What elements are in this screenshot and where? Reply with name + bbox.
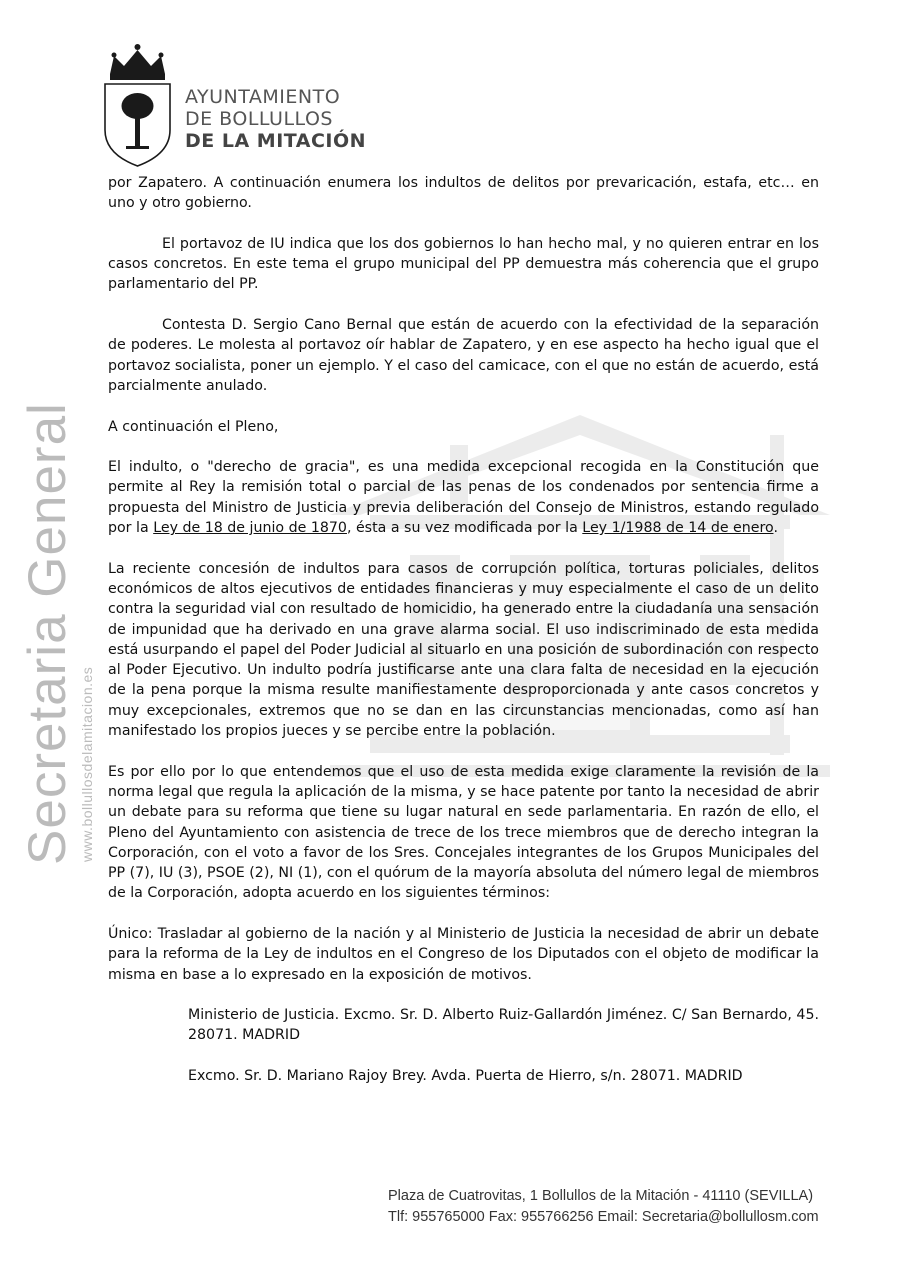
address-president: Excmo. Sr. D. Mariano Rajoy Brey. Avda. Puerta de Hierro, s/n. 28071. MADRID xyxy=(188,1068,743,1085)
address-ministry: Ministerio de Justicia. Excmo. Sr. D. Alberto Ruiz-Gallardón Jiménez. C/ San Bernardo, 45. 28071. MADRID xyxy=(188,1007,819,1044)
paragraph-6: La reciente concesión de indultos para casos de corrupción política, torturas policiales, delitos económicos de altos ejecutivos de entidades financieras y muy especialmente el caso de un delito contra la seguridad vial con resultado de homicidio, ha generado entre la ciudadanía una sensación de impunidad que ha derivado en una grave alarma social. El uso indiscriminado de esta medida está usurpando el papel del Poder Judicial al situarlo en una posición de subordinación con respecto al Poder Ejecutivo. Un indulto podría justificarse ante una clara falta de necesidad en la ejecución de la pena porque la misma resulte manifiestamente desproporcionada y ante casos concretos y muy excepcionales, extremos que no se dan en las circunstancias mencionadas, como así han manifestado los propios jueces y se percibe entre la población. xyxy=(108,560,819,740)
footer-phone-email: Tlf: 955765000 Fax: 955766256 Email: Secretaria@bollullosm.com xyxy=(388,1209,819,1225)
paragraph-5-text-c: . xyxy=(773,520,778,537)
paragraph-3: Contesta D. Sergio Cano Bernal que están de acuerdo con la efectividad de la separación de poderes. Le molesta al portavoz oír hablar de Zapatero, y en ese aspecto ha hecho igual que el portavoz socialista, poner un ejemplo. Y el caso del camicace, con el que no están de acuerdo, está parcialmente anulado. xyxy=(108,317,819,394)
law-1870-link[interactable]: Ley de 18 de junio de 1870 xyxy=(153,520,347,537)
law-1988-link[interactable]: Ley 1/1988 de 14 de enero xyxy=(582,520,774,537)
footer-contact xyxy=(388,1186,828,1228)
website-url: www.bollullosdelamitacion.es xyxy=(79,666,95,862)
paragraph-1: por Zapatero. A continuación enumera los indultos de delitos por prevaricación, estafa, etc… en uno y otro gobierno. xyxy=(108,175,819,212)
paragraph-2: El portavoz de IU indica que los dos gobiernos lo han hecho mal, y no quieren entrar en los casos concretos. En este tema el grupo municipal del PP demuestra más coherencia que el grupo parlamentario del PP. xyxy=(108,235,819,293)
secretaria-general-stamp: Secretaria General xyxy=(18,402,77,865)
document-body xyxy=(108,173,819,1107)
organization-name xyxy=(185,86,366,152)
paragraph-5-text-b: , ésta a su vez modificada por la xyxy=(346,520,583,537)
org-name-line1: AYUNTAMIENTO xyxy=(185,86,341,108)
paragraph-4: A continuación el Pleno, xyxy=(108,418,279,435)
org-name-line3: DE LA MITACIÓN xyxy=(185,130,367,152)
paragraph-5-text-a: El indulto, o "derecho de gracia", es una medida excepcional recogida en la Constitución que permite al Rey la remisión total o parcial de las penas de los condenados por sentencia firme a propuesta del Ministro de Justicia y previa deliberación del Consejo de Ministros, estando regulado por la xyxy=(108,459,819,537)
org-name-line2: DE BOLLULLOS xyxy=(185,108,333,130)
footer-address: Plaza de Cuatrovitas, 1 Bollullos de la Mitación - 41110 (SEVILLA) xyxy=(388,1188,814,1204)
paragraph-5 xyxy=(108,457,819,538)
coat-of-arms-logo xyxy=(100,42,175,168)
paragraph-8: Único: Trasladar al gobierno de la nación y al Ministerio de Justicia la necesidad de abrir un debate para la reforma de la Ley de indultos en el Congreso de los Diputados con el objeto de modificar la misma en base a lo expresado en la exposición de motivos. xyxy=(108,925,819,983)
paragraph-7: Es por ello por lo que entendemos que el uso de esta medida exige claramente la revisión de la norma legal que regula la aplicación de la misma, y se hace patente por tanto la necesidad de abrir un debate para su reforma que tiene su lugar natural en sede parlamentaria. En razón de ello, el Pleno del Ayuntamiento con asistencia de trece de los trece miembros que de derecho integran la Corporación, con el voto a favor de los Sres. Concejales integrantes de los Grupos Municipales del PP (7), IU (3), PSOE (2), NI (1), con el quórum de la mayoría absoluta del número legal de miembros de la Corporación, adopta acuerdo en los siguientes términos: xyxy=(108,763,819,902)
